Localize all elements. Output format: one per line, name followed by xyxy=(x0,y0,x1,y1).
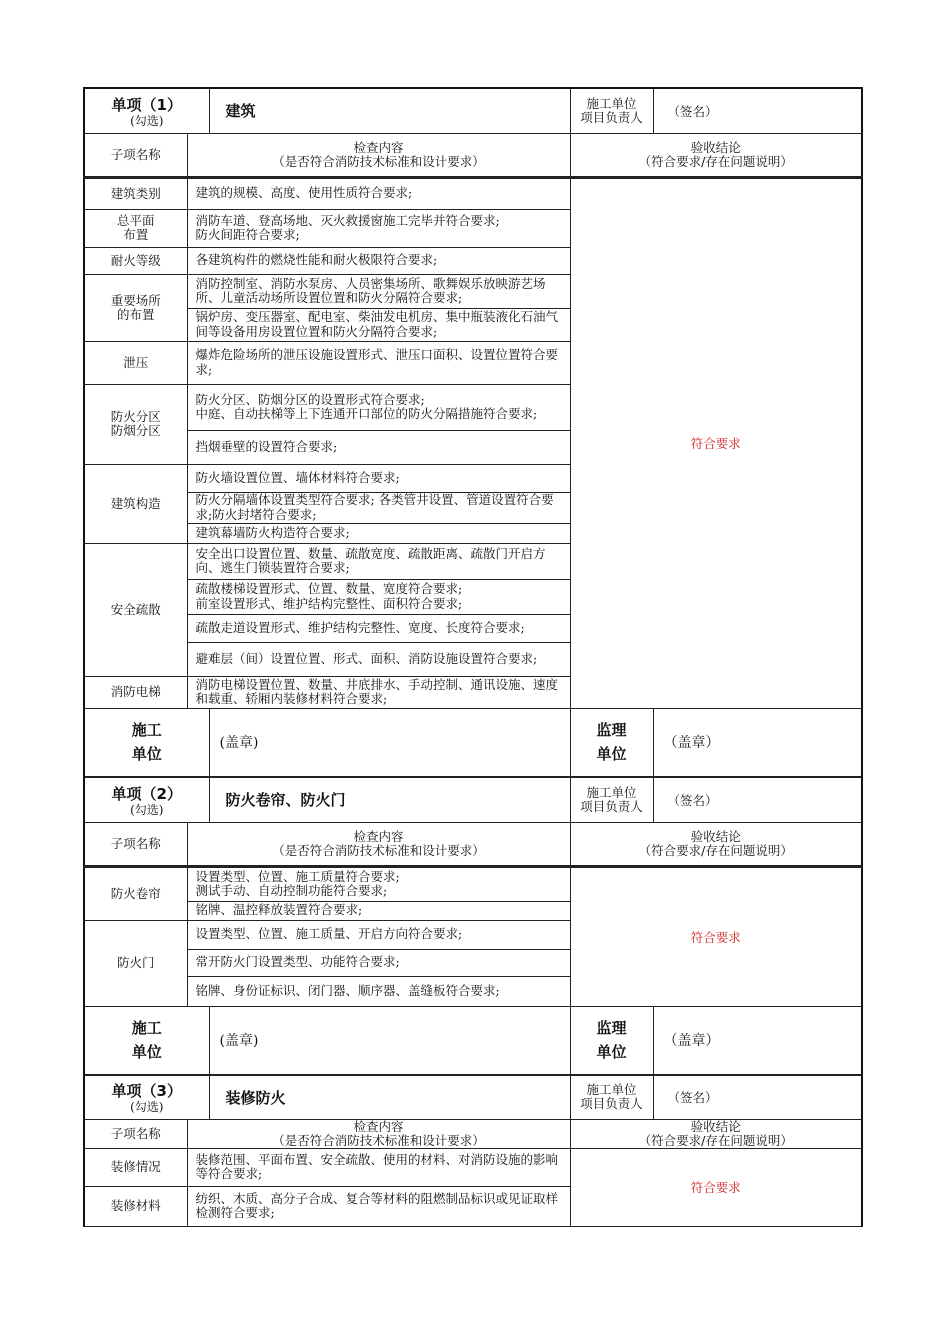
check-item: 防火墙设置位置、墙体材料符合要求; xyxy=(187,464,570,492)
check-item: 防火分隔墙体设置类型符合要求; 各类管井设置、管道设置符合要求;防火封堵符合要求; xyxy=(187,492,570,523)
section-1 xyxy=(83,87,861,777)
section-header-row xyxy=(84,777,862,822)
col-result: 验收结论 （符合要求/存在问题说明） xyxy=(570,822,862,866)
signature-field[interactable]: （签名） xyxy=(653,1075,862,1119)
supervision-seal-field[interactable]: （盖章） xyxy=(653,1006,862,1074)
section-number: 单项（2） xyxy=(111,784,182,803)
check-item: 各建筑构件的燃烧性能和耐火极限符合要求; xyxy=(187,247,570,274)
section-number: 单项（3） xyxy=(111,1082,182,1100)
subitem-name: 耐火等级 xyxy=(84,247,187,274)
subitem-name: 总平面 布置 xyxy=(84,209,187,247)
table-row xyxy=(84,177,862,209)
section-number-cell[interactable] xyxy=(84,88,209,133)
section-table xyxy=(83,87,863,777)
supervision-unit-label: 监理 单位 xyxy=(570,1006,653,1074)
col-result: 验收结论 （符合要求/存在问题说明） xyxy=(570,1119,862,1148)
section-2 xyxy=(83,777,861,1075)
col-check-content: 检查内容 （是否符合消防技术标准和设计要求） xyxy=(187,1119,570,1148)
table-row xyxy=(84,1148,862,1186)
subitem-name: 装修材料 xyxy=(84,1186,187,1226)
result-cell[interactable]: 符合要求 xyxy=(570,177,862,708)
section-header-row xyxy=(84,88,862,133)
check-item: 安全出口设置位置、数量、疏散宽度、疏散距离、疏散门开启方向、逃生门锁装置符合要求; xyxy=(187,543,570,579)
check-item: 消防电梯设置位置、数量、井底排水、手动控制、通讯设施、速度和载重、轿厢内装修材料符合要求; xyxy=(187,676,570,708)
column-header-row xyxy=(84,822,862,866)
check-item: 锅炉房、变压器室、配电室、柴油发电机房、集中瓶装液化石油气间等设备用房设置位置和防火分隔符合要求; xyxy=(187,308,570,341)
column-header-row xyxy=(84,1119,862,1148)
tick-hint: (勾选) xyxy=(130,1100,164,1114)
seal-row xyxy=(84,708,862,776)
table-row xyxy=(84,866,862,901)
column-header-row xyxy=(84,133,862,177)
subitem-name: 防火卷帘 xyxy=(84,866,187,920)
result-cell[interactable]: 符合要求 xyxy=(570,1148,862,1226)
check-item: 铭牌、身份证标识、闭门器、顺序器、盖缝板符合要求; xyxy=(187,976,570,1006)
signature-field[interactable]: （签名） xyxy=(653,88,862,133)
check-item: 建筑幕墙防火构造符合要求; xyxy=(187,523,570,543)
subitem-name: 建筑构造 xyxy=(84,464,187,543)
subitem-name: 装修情况 xyxy=(84,1148,187,1186)
section-name: 建筑 xyxy=(209,88,570,133)
subitem-name: 安全疏散 xyxy=(84,543,187,676)
subitem-name: 消防电梯 xyxy=(84,676,187,708)
section-name: 装修防火 xyxy=(209,1075,570,1119)
construction-head-label: 施工单位 项目负责人 xyxy=(570,88,653,133)
check-item: 疏散走道设置形式、维护结构完整性、宽度、长度符合要求; xyxy=(187,614,570,642)
col-subitem: 子项名称 xyxy=(84,1119,187,1148)
result-cell[interactable]: 符合要求 xyxy=(570,866,862,1006)
seal-row xyxy=(84,1006,862,1074)
section-number-cell[interactable] xyxy=(84,1075,209,1119)
subitem-name: 泄压 xyxy=(84,341,187,384)
check-item: 建筑的规模、高度、使用性质符合要求; xyxy=(187,177,570,209)
supervision-unit-label: 监理 单位 xyxy=(570,708,653,776)
col-subitem: 子项名称 xyxy=(84,133,187,177)
construction-seal-field[interactable]: (盖章) xyxy=(209,708,570,776)
col-result: 验收结论 （符合要求/存在问题说明） xyxy=(570,133,862,177)
check-item: 消防控制室、消防水泵房、人员密集场所、歌舞娱乐放映游艺场所、儿童活动场所设置位置和防火分隔符合要求; xyxy=(187,274,570,308)
construction-seal-field[interactable]: (盖章) xyxy=(209,1006,570,1074)
col-check-content: 检查内容 （是否符合消防技术标准和设计要求） xyxy=(187,133,570,177)
construction-head-label: 施工单位 项目负责人 xyxy=(570,777,653,822)
subitem-name: 防火分区 防烟分区 xyxy=(84,384,187,464)
check-item: 爆炸危险场所的泄压设施设置形式、泄压口面积、设置位置符合要求; xyxy=(187,341,570,384)
check-item: 设置类型、位置、施工质量符合要求; 测试手动、自动控制功能符合要求; xyxy=(187,866,570,901)
section-3 xyxy=(83,1075,861,1227)
check-item: 消防车道、登高场地、灭火救援窗施工完毕并符合要求; 防火间距符合要求; xyxy=(187,209,570,247)
section-table xyxy=(83,777,863,1075)
col-check-content: 检查内容 （是否符合消防技术标准和设计要求） xyxy=(187,822,570,866)
section-number: 单项（1） xyxy=(111,95,182,114)
tick-hint: (勾选) xyxy=(130,802,164,817)
check-item: 纺织、木质、高分子合成、复合等材料的阻燃制品标识或见证取样检测符合要求; xyxy=(187,1186,570,1226)
section-header-row xyxy=(84,1075,862,1119)
section-number-cell[interactable] xyxy=(84,777,209,822)
subitem-name: 重要场所 的布置 xyxy=(84,274,187,341)
section-name: 防火卷帘、防火门 xyxy=(209,777,570,822)
check-item: 装修范围、平面布置、安全疏散、使用的材料、对消防设施的影响等符合要求; xyxy=(187,1148,570,1186)
col-subitem: 子项名称 xyxy=(84,822,187,866)
subitem-name: 建筑类别 xyxy=(84,177,187,209)
signature-field[interactable]: （签名） xyxy=(653,777,862,822)
supervision-seal-field[interactable]: （盖章） xyxy=(653,708,862,776)
check-item: 避难层（间）设置位置、形式、面积、消防设施设置符合要求; xyxy=(187,642,570,676)
check-item: 铭牌、温控释放装置符合要求; xyxy=(187,901,570,920)
construction-unit-label: 施工 单位 xyxy=(84,708,209,776)
subitem-name: 防火门 xyxy=(84,920,187,1006)
check-item: 常开防火门设置类型、功能符合要求; xyxy=(187,949,570,976)
section-table xyxy=(83,1075,863,1227)
check-item: 设置类型、位置、施工质量、开启方向符合要求; xyxy=(187,920,570,949)
tick-hint: (勾选) xyxy=(130,113,164,128)
check-item: 防火分区、防烟分区的设置形式符合要求; 中庭、自动扶梯等上下连通开口部位的防火分隔措施符合要求; xyxy=(187,384,570,430)
check-item: 疏散楼梯设置形式、位置、数量、宽度符合要求; 前室设置形式、维护结构完整性、面积符合要求; xyxy=(187,579,570,614)
construction-head-label: 施工单位 项目负责人 xyxy=(570,1075,653,1119)
acceptance-form xyxy=(83,87,861,1227)
construction-unit-label: 施工 单位 xyxy=(84,1006,209,1074)
check-item: 挡烟垂壁的设置符合要求; xyxy=(187,430,570,464)
